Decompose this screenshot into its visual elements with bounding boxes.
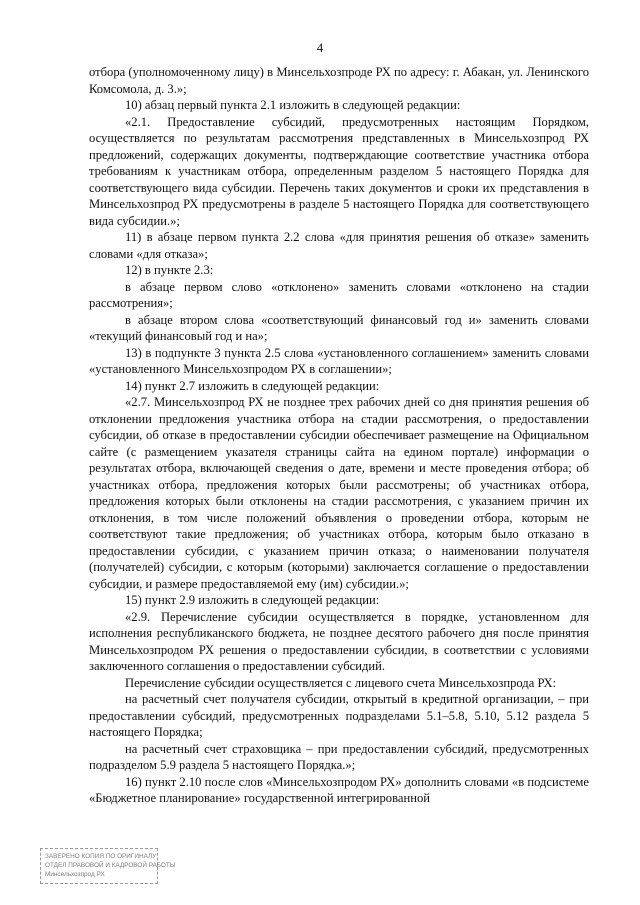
paragraph-transfer-insurer: на расчетный счет страховщика – при предоставлении субсидий, предусмотренных подразделом 5.9 раздела 5 настоящего Порядка.»; bbox=[89, 741, 589, 772]
paragraph-item-10: 10) абзац первый пункта 2.1 изложить в следующей редакции: bbox=[125, 98, 461, 112]
paragraph-item-12: 12) в пункте 2.3: bbox=[125, 263, 214, 277]
certification-stamp bbox=[40, 848, 176, 884]
paragraph-item-16: 16) пункт 2.10 после слов «Минсельхозпродом РХ» дополнить словами «в подсистеме «Бюджетное планирование» государственной интегрированной bbox=[89, 774, 589, 805]
stamp-line: ОТДЕЛ ПРАВОВОЙ И КАДРОВОЙ РАБОТЫ bbox=[45, 862, 176, 869]
paragraph-clause-2-7: «2.7. Минсельхозпрод РХ не позднее трех рабочих дней со дня принятия решения об отклонении предложения участника отбора на стадии рассмотрения, о предоставлении субсидии, об отказе в предоставлении субсидии обеспечивает размещение на Официальном сайте (с размещением указателя страницы сайта на едином портале) информации о результатах отбора, включающей сведения о дате, времени и месте проведения отбора; об участниках отбора, предложения которых были рассмотрены; об участниках отбора, предложения которых были отклонены на стадии рассмотрения, с указанием причин их отклонения, в том числе положений объявления о проведении отбора, которым не соответствуют такие предложения; об участниках отбора, которым было отказано в предоставлении субсидии, с указанием причин отказа; о наименовании получателя (получателей) субсидии, с которым (которыми) заключается соглашение о предоставлении субсидии, и размере предоставляемой ему (им) субсидии.»; bbox=[89, 395, 589, 591]
page-number: 4 bbox=[316, 40, 324, 55]
paragraph-clause-2-9: «2.9. Перечисление субсидии осуществляется в порядке, установленном для исполнения республиканского бюджета, не позднее десятого рабочего дня после принятия Минсельхозпродом РХ решения о предоставлении субсидии, в соответствии с условиями заключенного соглашения о предоставлении субсидий. bbox=[89, 609, 589, 673]
paragraph-item-13: 13) в подпункте 3 пункта 2.5 слова «установленного соглашением» заменить словами «установленного Минсельхозпродом РХ в соглашении»; bbox=[89, 345, 589, 376]
stamp-line: ЗАВЕРЕНО КОПИЯ ПО ОРИГИНАЛУ bbox=[45, 853, 157, 860]
document-body bbox=[89, 64, 589, 807]
paragraph-item-11: 11) в абзаце первом пункта 2.2 слова «для принятия решения об отказе» заменить словами «для отказа»; bbox=[89, 230, 589, 261]
paragraph-address: отбора (уполномоченному лицу) в Минсельхозпроде РХ по адресу: г. Абакан, ул. Ленинского Комсомола, д. 3.»; bbox=[89, 65, 589, 96]
paragraph-item-15: 15) пункт 2.9 изложить в следующей редакции: bbox=[125, 593, 380, 607]
paragraph-item-12-first: в абзаце первом слово «отклонено» заменить словами «отклонено на стадии рассмотрения»; bbox=[89, 279, 589, 310]
paragraph-clause-2-1: «2.1. Предоставление субсидий, предусмотренных настоящим Порядком, осуществляется по результатам рассмотрения представленных в Минсельхозпрод РХ предложений, содержащих документы, подтверждающие соответствие участника отбора требованиям к участникам отбора, определенным разделом 5 настоящего Порядка для соответствующего вида субсидии. Перечень таких документов и сроки их представления в Минсельхозпрод РХ предусмотрены в разделе 5 настоящего Порядка для соответствующего вида субсидии.»; bbox=[89, 114, 589, 228]
paragraph-item-14: 14) пункт 2.7 изложить в следующей редакции: bbox=[125, 378, 380, 393]
paragraph-item-12-second: в абзаце втором слова «соответствующий финансовый год и» заменить словами «текущий финансовый год и на»; bbox=[89, 312, 589, 343]
stamp-line: Минсельхозпрод РХ bbox=[45, 871, 105, 878]
paragraph-transfer-recipient: на расчетный счет получателя субсидии, открытый в кредитной организации, – при предоставлении субсидий, предусмотренных подразделами 5.1–5.8, 5.10, 5.12 раздела 5 настоящего Порядка; bbox=[89, 692, 589, 739]
paragraph-transfer: Перечисление субсидии осуществляется с лицевого счета Минсельхозпрода РХ: bbox=[125, 675, 557, 690]
